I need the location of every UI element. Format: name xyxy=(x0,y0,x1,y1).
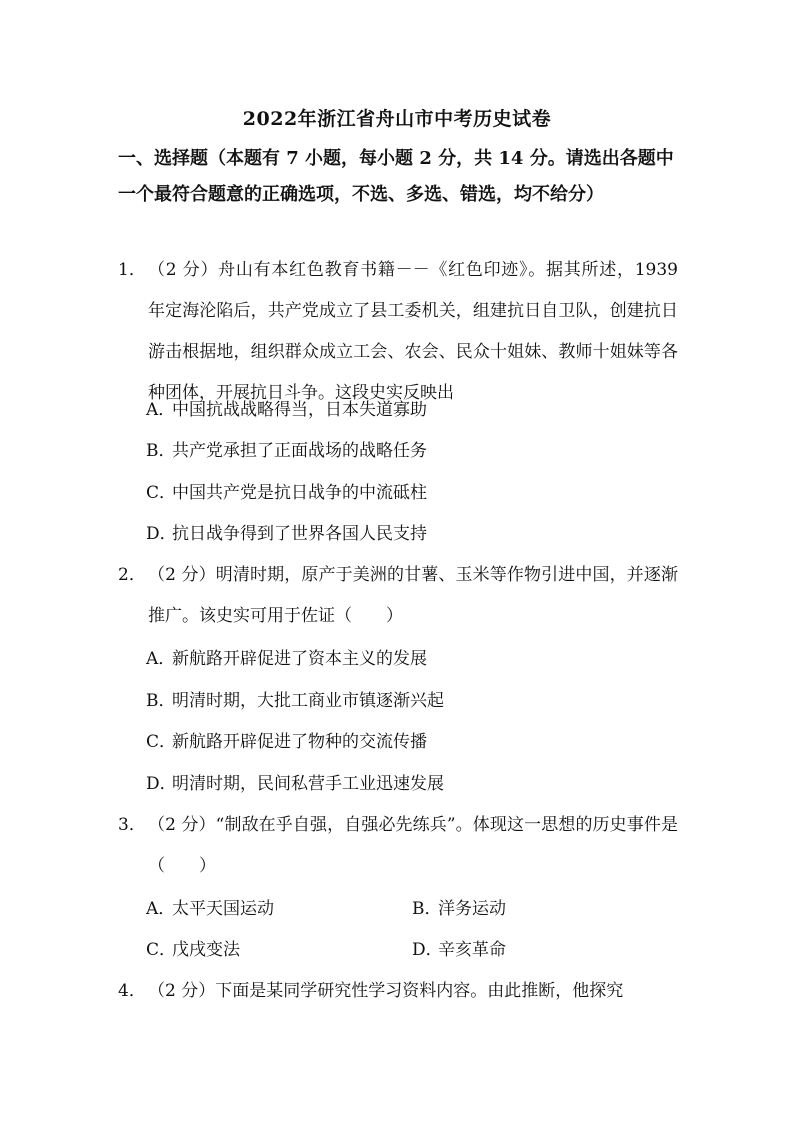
question-stem: （2 分）明清时期，原产于美洲的甘薯、玉米等作物引进中国，并逐渐推广。该史实可用于佐证（ ） xyxy=(148,565,678,626)
option-c xyxy=(146,938,240,962)
question-3 xyxy=(118,805,678,887)
option-letter: C． xyxy=(146,940,177,960)
option-letter: D． xyxy=(146,524,177,544)
option-text: 新航路开辟促进了资本主义的发展 xyxy=(172,649,427,669)
option-b xyxy=(146,689,444,713)
question-stem: （2 分）舟山有本红色教育书籍－－《红色印迹》。据其所述，1939 年定海沦陷后，共产党成立了县工委机关，组建抗日自卫队，创建抗日游击根据地，组织群众成立工会、农会、民众十姐妹、教师十姐妹等各种团体，开展抗日斗争。这段史实反映出 xyxy=(148,260,678,403)
option-text: 共产党承担了正面战场的战略任务 xyxy=(172,441,427,461)
option-text: 太平天国运动 xyxy=(172,899,274,919)
option-text: 抗日战争得到了世界各国人民支持 xyxy=(172,524,427,544)
option-letter: A． xyxy=(146,400,176,420)
question-number: 3． xyxy=(118,815,146,835)
option-d xyxy=(146,522,427,546)
option-a xyxy=(146,398,427,422)
option-text: 戊戌变法 xyxy=(172,940,240,960)
option-b xyxy=(146,439,427,463)
option-text: 中国抗战战略得当，日本失道寡助 xyxy=(172,400,427,420)
option-letter: B． xyxy=(146,441,176,461)
section-heading: 一、选择题（本题有 7 小题，每小题 2 分，共 14 分。请选出各题中一个最符合题意的正确选项，不选、多选、错选，均不给分） xyxy=(118,148,674,205)
option-letter: B． xyxy=(412,899,442,919)
option-a xyxy=(146,897,274,921)
option-text: 新航路开辟促进了物种的交流传播 xyxy=(172,732,427,752)
option-letter: D． xyxy=(412,940,443,960)
question-4 xyxy=(118,971,678,1012)
question-number: 2． xyxy=(118,565,146,585)
option-letter: A． xyxy=(146,649,176,669)
option-d xyxy=(146,772,444,796)
option-d xyxy=(412,938,506,962)
option-text: 明清时期，民间私营手工业迅速发展 xyxy=(172,774,444,794)
option-letter: C． xyxy=(146,732,177,752)
question-number: 4． xyxy=(118,981,146,1001)
option-b xyxy=(412,897,506,921)
question-stem: （2 分）“制敌在乎自强，自强必先练兵”。体现这一思想的历史事件是（ ） xyxy=(148,815,678,876)
option-letter: B． xyxy=(146,691,176,711)
option-c xyxy=(146,481,427,505)
option-c xyxy=(146,730,427,754)
question-stem: （2 分）下面是某同学研究性学习资料内容。由此推断，他探究 xyxy=(148,981,624,1001)
option-text: 明清时期，大批工商业市镇逐渐兴起 xyxy=(172,691,444,711)
option-letter: D． xyxy=(146,774,177,794)
option-a xyxy=(146,647,427,671)
option-text: 辛亥革命 xyxy=(438,940,506,960)
question-1 xyxy=(118,250,678,414)
question-2 xyxy=(118,555,678,637)
question-number: 1． xyxy=(118,260,146,280)
page-title: 2022年浙江省舟山市中考历史试卷 xyxy=(242,108,552,130)
option-text: 中国共产党是抗日战争的中流砥柱 xyxy=(172,483,427,503)
option-letter: C． xyxy=(146,483,177,503)
option-text: 洋务运动 xyxy=(438,899,506,919)
option-letter: A． xyxy=(146,899,176,919)
